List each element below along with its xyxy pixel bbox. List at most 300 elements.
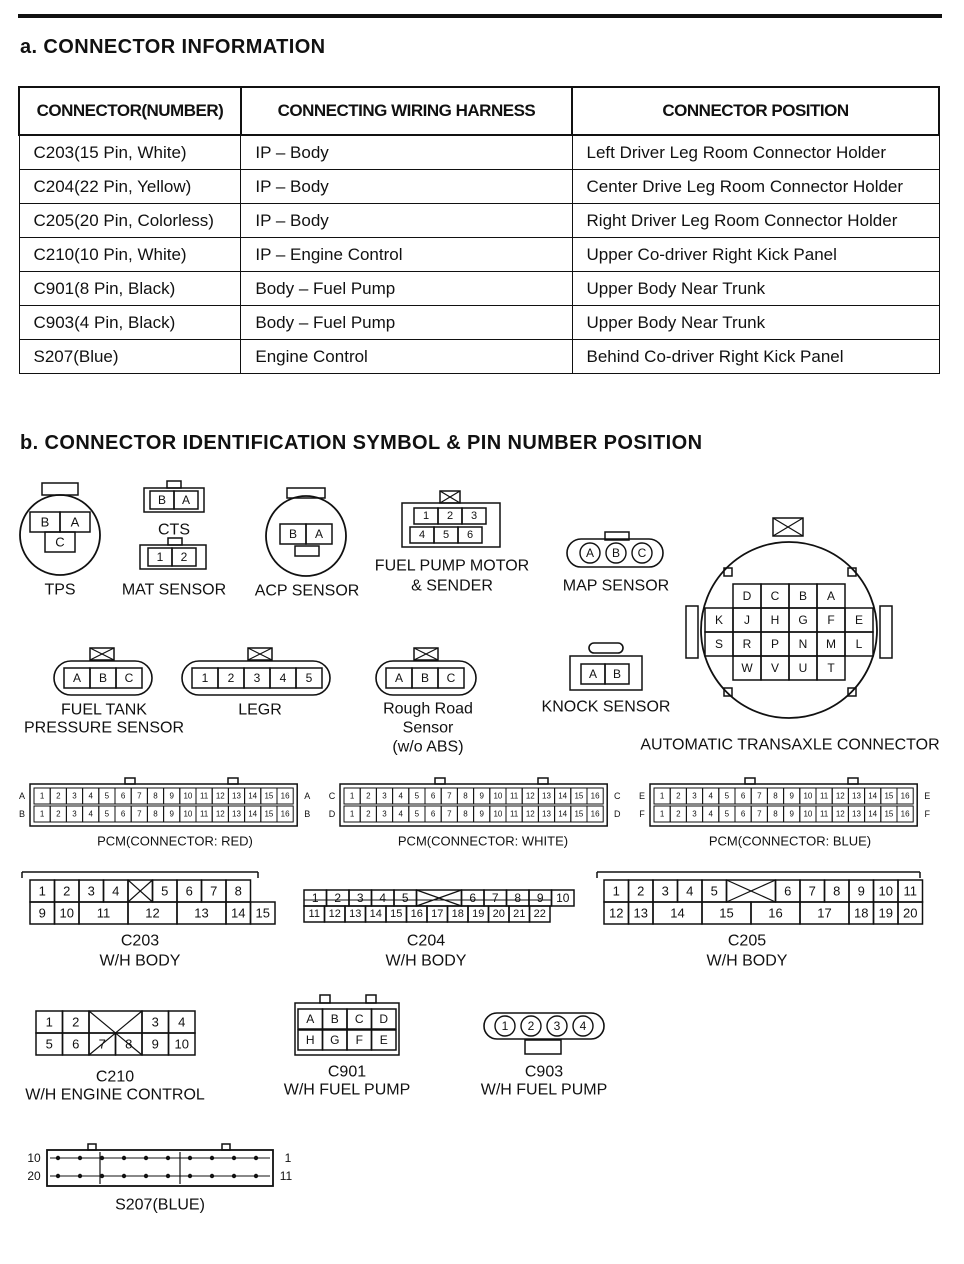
pin-label: 1	[659, 809, 665, 819]
c203-connector	[22, 872, 275, 924]
outline	[167, 481, 181, 488]
splice-dot	[210, 1174, 214, 1178]
pin-label: 10	[183, 809, 193, 819]
outline	[168, 538, 182, 545]
pin-label: 15	[390, 908, 403, 920]
pin-label: 10	[803, 809, 813, 819]
row-letter: B	[304, 809, 311, 819]
pin-label: 2	[63, 883, 71, 899]
pin-label: 15	[264, 809, 274, 819]
pin-label: 15	[255, 905, 270, 921]
pin-label: B	[330, 1012, 339, 1026]
pin-label: 17	[817, 905, 832, 921]
pin-label: 1	[45, 1014, 53, 1030]
cell-connector: C204(22 Pin, Yellow)	[19, 170, 241, 204]
automatic-transaxle-connector	[686, 518, 892, 718]
row-letter: C	[328, 791, 336, 801]
pin-label: 13	[232, 791, 241, 801]
pin-label: 3	[253, 671, 261, 685]
rough-road-label: Sensor	[402, 719, 454, 737]
pin-label: 9	[479, 791, 484, 801]
pin-label: 8	[153, 791, 158, 801]
pin-label: 4	[88, 791, 93, 801]
pin-label: 19	[878, 905, 893, 921]
splice-dot	[144, 1174, 148, 1178]
pin-label: B	[40, 514, 50, 530]
pin-label: 11	[199, 791, 209, 801]
pin-label: C	[55, 534, 65, 550]
c204-label: W/H BODY	[385, 952, 467, 970]
cell-harness: IP – Body	[241, 135, 572, 170]
pin-label: 5	[414, 809, 420, 819]
pin-label: 2	[334, 891, 342, 905]
pin-label: 11	[819, 809, 829, 819]
pin-label: 1	[612, 883, 620, 899]
pin-label: 15	[884, 791, 894, 801]
outline	[880, 606, 892, 658]
s207-label: S207(BLUE)	[115, 1196, 205, 1214]
outline	[745, 778, 755, 784]
splice-dot	[56, 1156, 60, 1160]
pin-label: 2	[227, 671, 235, 685]
pin-label: 14	[868, 809, 878, 819]
pin-label: 3	[661, 883, 669, 899]
pin-label: 12	[215, 791, 225, 801]
pin-label: 2	[56, 791, 61, 801]
pin-label: R	[742, 637, 752, 651]
pin-label: 12	[609, 905, 624, 921]
pin-label: 12	[525, 809, 535, 819]
pin-label: 3	[382, 809, 387, 819]
pin-label: F	[355, 1033, 363, 1047]
pin-label: B	[288, 527, 298, 541]
pin-label: B	[98, 671, 108, 685]
pin-label: 5	[104, 791, 110, 801]
pin-label: 2	[676, 791, 681, 801]
pin-label: 1	[38, 883, 46, 899]
pin-label: 14	[868, 791, 878, 801]
pin-label: 5	[305, 671, 313, 685]
pin-label: 4	[708, 791, 713, 801]
pin-label: 12	[835, 791, 845, 801]
pin-label: 7	[98, 1036, 106, 1052]
pin-label: 13	[542, 791, 551, 801]
splice-dot	[210, 1156, 214, 1160]
pcm-white-connector	[329, 778, 621, 826]
pin-label: 10	[183, 791, 193, 801]
pin-label: 1	[349, 809, 355, 819]
header-connector-number: CONNECTOR(NUMBER)	[19, 87, 241, 135]
pin-label: 5	[724, 791, 730, 801]
outline	[686, 606, 698, 658]
splice-dot	[166, 1156, 170, 1160]
pin-label: 6	[466, 529, 474, 541]
c204-label: C204	[406, 932, 446, 950]
pin-label: 13	[349, 908, 362, 920]
pin-label: 13	[852, 791, 861, 801]
c903-label: C903	[524, 1063, 564, 1081]
pin-label: D	[379, 1012, 389, 1026]
splice-dot	[144, 1156, 148, 1160]
cell-harness: Body – Fuel Pump	[241, 306, 572, 340]
pin-label: H	[305, 1033, 315, 1047]
row-label: 10	[27, 1151, 41, 1165]
splice-dot	[232, 1156, 236, 1160]
fuel-pump-label: FUEL PUMP MOTOR	[374, 557, 530, 575]
splice-dot	[78, 1156, 82, 1160]
pin-label: 6	[430, 791, 436, 801]
outline	[228, 778, 238, 784]
pin-label: 6	[120, 791, 126, 801]
pin-label: 14	[558, 809, 568, 819]
splice-dot	[166, 1174, 170, 1178]
header-connector-position: CONNECTOR POSITION	[572, 87, 939, 135]
cell-position: Behind Co-driver Right Kick Panel	[572, 340, 939, 374]
outline	[295, 546, 319, 556]
pin-label: H	[770, 613, 780, 627]
pin-label: 6	[469, 891, 477, 905]
pin-label: 15	[574, 809, 584, 819]
pin-label: 2	[637, 883, 645, 899]
pin-label: 16	[590, 809, 600, 819]
pin-label: 15	[719, 905, 734, 921]
pin-label: 12	[525, 791, 535, 801]
pin-label: 8	[514, 891, 522, 905]
pin-label: G	[330, 1033, 340, 1047]
pin-label: C	[354, 1012, 364, 1026]
cell-position: Left Driver Leg Room Connector Holder	[572, 135, 939, 170]
pin-label: 3	[72, 791, 77, 801]
c205-label: W/H BODY	[706, 952, 788, 970]
splice-dot	[122, 1174, 126, 1178]
pin-label: 5	[104, 809, 110, 819]
c903-connector	[484, 1013, 604, 1054]
pcm-blue-connector-label: PCM(CONNECTOR: BLUE)	[708, 833, 872, 849]
pcm-blue-connector	[639, 778, 930, 826]
pin-label: A	[585, 546, 595, 560]
pin-label: 13	[194, 905, 209, 921]
pin-label: 10	[878, 883, 893, 899]
pin-label: 4	[279, 671, 287, 685]
pin-label: 10	[59, 905, 74, 921]
cell-harness: IP – Engine Control	[241, 238, 572, 272]
pin-label: 2	[366, 791, 371, 801]
cell-position: Right Driver Leg Room Connector Holder	[572, 204, 939, 238]
pin-label: 2	[527, 1019, 535, 1033]
pin-label: 7	[491, 891, 499, 905]
pin-label: 11	[96, 905, 111, 921]
cell-connector: C203(15 Pin, White)	[19, 135, 241, 170]
outline	[589, 643, 623, 653]
c204-connector	[304, 890, 574, 922]
knock-sensor-label: KNOCK SENSOR	[541, 698, 671, 716]
pin-label: 5	[414, 791, 420, 801]
pin-label: 9	[169, 809, 174, 819]
pin-label: 12	[835, 809, 845, 819]
outline	[366, 995, 376, 1003]
row-letter: E	[924, 791, 931, 801]
pin-label: 22	[533, 908, 546, 920]
cell-harness: Body – Fuel Pump	[241, 272, 572, 306]
cts-label: CTS	[158, 521, 190, 539]
pin-label: 13	[232, 809, 241, 819]
splice-dot	[122, 1156, 126, 1160]
pin-label: A	[306, 1012, 315, 1026]
pin-label: 1	[422, 510, 430, 522]
outline	[724, 688, 732, 696]
pin-label: 4	[686, 883, 694, 899]
pin-label: 4	[398, 809, 403, 819]
pin-label: 1	[501, 1019, 509, 1033]
pcm-white-connector-label: PCM(CONNECTOR: WHITE)	[397, 833, 569, 849]
outline	[88, 1144, 96, 1150]
pin-label: L	[855, 637, 863, 651]
pin-label: 2	[676, 809, 681, 819]
pcm-red-connector	[19, 778, 310, 826]
pin-label: V	[770, 661, 780, 675]
pin-label: 15	[574, 791, 584, 801]
c205-label: C205	[727, 932, 767, 950]
pin-label: 6	[430, 809, 436, 819]
section-b-title: b. CONNECTOR IDENTIFICATION SYMBOL & PIN NUMBER POSITION	[20, 432, 703, 454]
pin-label: T	[827, 661, 835, 675]
cell-connector: S207(Blue)	[19, 340, 241, 374]
c203-label: W/H BODY	[99, 952, 181, 970]
pin-label: 10	[803, 791, 813, 801]
pin-label: 7	[447, 791, 452, 801]
cell-position: Upper Co-driver Right Kick Panel	[572, 238, 939, 272]
pin-label: 3	[382, 791, 387, 801]
pin-label: U	[798, 661, 808, 675]
pin-label: 6	[740, 809, 746, 819]
pin-label: 7	[757, 791, 762, 801]
pin-label: B	[157, 493, 167, 507]
pin-label: 7	[447, 809, 452, 819]
pin-label: 7	[210, 883, 218, 899]
pin-label: 20	[492, 908, 505, 920]
pin-label: 8	[125, 1036, 133, 1052]
pin-label: 8	[463, 791, 468, 801]
cell-position: Upper Body Near Trunk	[572, 306, 939, 340]
map-sensor-label: MAP SENSOR	[562, 577, 670, 595]
pin-label: 9	[169, 791, 174, 801]
pin-label: 18	[854, 905, 869, 921]
cell-connector: C901(8 Pin, Black)	[19, 272, 241, 306]
row-letter: B	[18, 809, 26, 819]
row-label: 1	[284, 1151, 292, 1165]
pin-label: 14	[369, 908, 382, 920]
cell-harness: IP – Body	[241, 170, 572, 204]
pin-label: 11	[308, 908, 320, 920]
pin-label: D	[742, 589, 752, 603]
outline	[222, 1144, 230, 1150]
c203-label: C203	[120, 932, 160, 950]
pin-label: 5	[724, 809, 730, 819]
pin-label: 2	[180, 550, 188, 564]
pin-label: A	[70, 514, 80, 530]
pin-label: 9	[38, 905, 46, 921]
pin-label: 11	[509, 809, 519, 819]
outline	[320, 995, 330, 1003]
splice-dot	[254, 1156, 258, 1160]
pin-label: 14	[248, 809, 258, 819]
pin-label: 10	[493, 809, 503, 819]
pin-label: 9	[536, 891, 544, 905]
mat-sensor-label: MAT SENSOR	[121, 581, 227, 599]
pin-label: 8	[833, 883, 841, 899]
map-sensor-connector	[567, 532, 663, 567]
row-letter: C	[613, 791, 621, 801]
header-wiring-harness: CONNECTING WIRING HARNESS	[241, 87, 572, 135]
pin-label: 4	[88, 809, 93, 819]
pin-label: 6	[120, 809, 126, 819]
rough-road-label: (w/o ABS)	[392, 738, 464, 756]
pin-label: C	[770, 589, 780, 603]
knock-sensor-connector	[570, 643, 642, 690]
pin-label: B	[798, 589, 808, 603]
pin-label: 13	[633, 905, 648, 921]
cell-harness: IP – Body	[241, 204, 572, 238]
rough-road-sensor-connector	[376, 648, 476, 695]
pin-label: 4	[708, 809, 713, 819]
c210-label: W/H ENGINE CONTROL	[25, 1086, 205, 1104]
pin-label: N	[798, 637, 808, 651]
pin-label: A	[394, 671, 404, 685]
pin-label: 3	[692, 809, 697, 819]
pin-label: A	[314, 527, 324, 541]
pin-label: 1	[201, 671, 209, 685]
pin-label: 19	[472, 908, 485, 920]
pin-label: S	[714, 637, 724, 651]
pin-label: A	[826, 589, 836, 603]
cell-harness: Engine Control	[241, 340, 572, 374]
pin-label: 15	[884, 809, 894, 819]
pin-label: 12	[145, 905, 160, 921]
pin-label: C	[637, 546, 647, 560]
row-letter: E	[638, 791, 646, 801]
pin-label: C	[446, 671, 456, 685]
c210-label: C210	[95, 1068, 135, 1086]
pin-label: 17	[431, 908, 444, 920]
pin-label: 16	[768, 905, 783, 921]
pin-label: 7	[808, 883, 816, 899]
pin-label: 2	[366, 809, 371, 819]
pin-label: 14	[670, 905, 685, 921]
pin-label: 1	[311, 891, 319, 905]
fuel-tank-label: PRESSURE SENSOR	[23, 719, 185, 737]
pin-label: 6	[784, 883, 792, 899]
pin-label: 3	[72, 809, 77, 819]
fuel-tank-label: FUEL TANK	[61, 701, 147, 719]
tps-label: TPS	[44, 581, 76, 599]
pin-label: J	[744, 613, 750, 627]
pin-label: 10	[174, 1036, 189, 1052]
pin-label: 20	[903, 905, 918, 921]
row-letter: F	[639, 809, 645, 819]
pin-label: 1	[156, 550, 164, 564]
c903-label: W/H FUEL PUMP	[480, 1081, 608, 1099]
pin-label: A	[72, 671, 82, 685]
row-letter: A	[18, 791, 26, 801]
pin-label: 16	[900, 791, 910, 801]
pin-label: 8	[463, 809, 468, 819]
outline	[525, 1040, 561, 1054]
pin-label: A	[588, 667, 598, 681]
pin-label: 1	[349, 791, 355, 801]
pin-label: 1	[659, 791, 665, 801]
pin-label: 9	[789, 809, 794, 819]
outline	[42, 483, 78, 495]
pin-label: 14	[248, 791, 258, 801]
pin-label: 11	[199, 809, 209, 819]
fuel-pump-connector	[402, 491, 500, 547]
pin-label: 2	[446, 510, 454, 522]
c210-connector	[36, 1011, 195, 1055]
c901-connector	[295, 995, 399, 1055]
cts-connector	[144, 481, 204, 512]
pcm-red-connector-label: PCM(CONNECTOR: RED)	[97, 833, 253, 849]
pin-label: 15	[264, 791, 274, 801]
fuel-tank-pressure-sensor-connector	[54, 648, 152, 695]
pin-label: 3	[692, 791, 697, 801]
rough-road-label: Rough Road	[383, 700, 473, 718]
pin-label: 4	[178, 1014, 186, 1030]
cell-connector: C205(20 Pin, Colorless)	[19, 204, 241, 238]
pin-label: B	[612, 667, 622, 681]
pin-label: 3	[151, 1014, 159, 1030]
pin-label: 11	[903, 883, 917, 899]
pin-label: 6	[740, 791, 746, 801]
pin-label: 3	[553, 1019, 561, 1033]
pin-label: 3	[87, 883, 95, 899]
pin-label: 5	[442, 529, 450, 541]
splice-dot	[56, 1174, 60, 1178]
splice-dot	[188, 1156, 192, 1160]
pin-label: A	[181, 493, 191, 507]
cell-connector: C903(4 Pin, Black)	[19, 306, 241, 340]
pin-label: C	[124, 671, 134, 685]
pin-label: 16	[900, 809, 910, 819]
pin-label: 12	[215, 809, 225, 819]
pin-label: 13	[542, 809, 551, 819]
pin-label: 8	[153, 809, 158, 819]
pin-label: 12	[328, 908, 341, 920]
pin-label: M	[826, 637, 836, 651]
row-label: 20	[27, 1169, 41, 1183]
mat-sensor-connector	[140, 538, 206, 569]
pin-label: 5	[161, 883, 169, 899]
pin-label: 9	[857, 883, 865, 899]
pin-label: 5	[710, 883, 718, 899]
section-a-title: a. CONNECTOR INFORMATION	[20, 36, 326, 58]
splice-dot	[232, 1174, 236, 1178]
pin-label: 11	[819, 791, 829, 801]
pin-label: 9	[479, 809, 484, 819]
pin-label: K	[714, 613, 724, 627]
pin-label: 7	[137, 791, 142, 801]
pin-label: B	[611, 546, 621, 560]
acp-sensor-label: ACP SENSOR	[254, 582, 360, 600]
pin-label: 10	[556, 891, 570, 905]
pin-label: 3	[470, 510, 478, 522]
pin-label: 9	[151, 1036, 159, 1052]
row-letter: D	[328, 809, 336, 819]
pin-label: B	[420, 671, 430, 685]
pin-label: 11	[509, 791, 519, 801]
tps-connector	[20, 483, 100, 575]
c901-label: C901	[327, 1063, 367, 1081]
pin-label: 4	[418, 529, 426, 541]
